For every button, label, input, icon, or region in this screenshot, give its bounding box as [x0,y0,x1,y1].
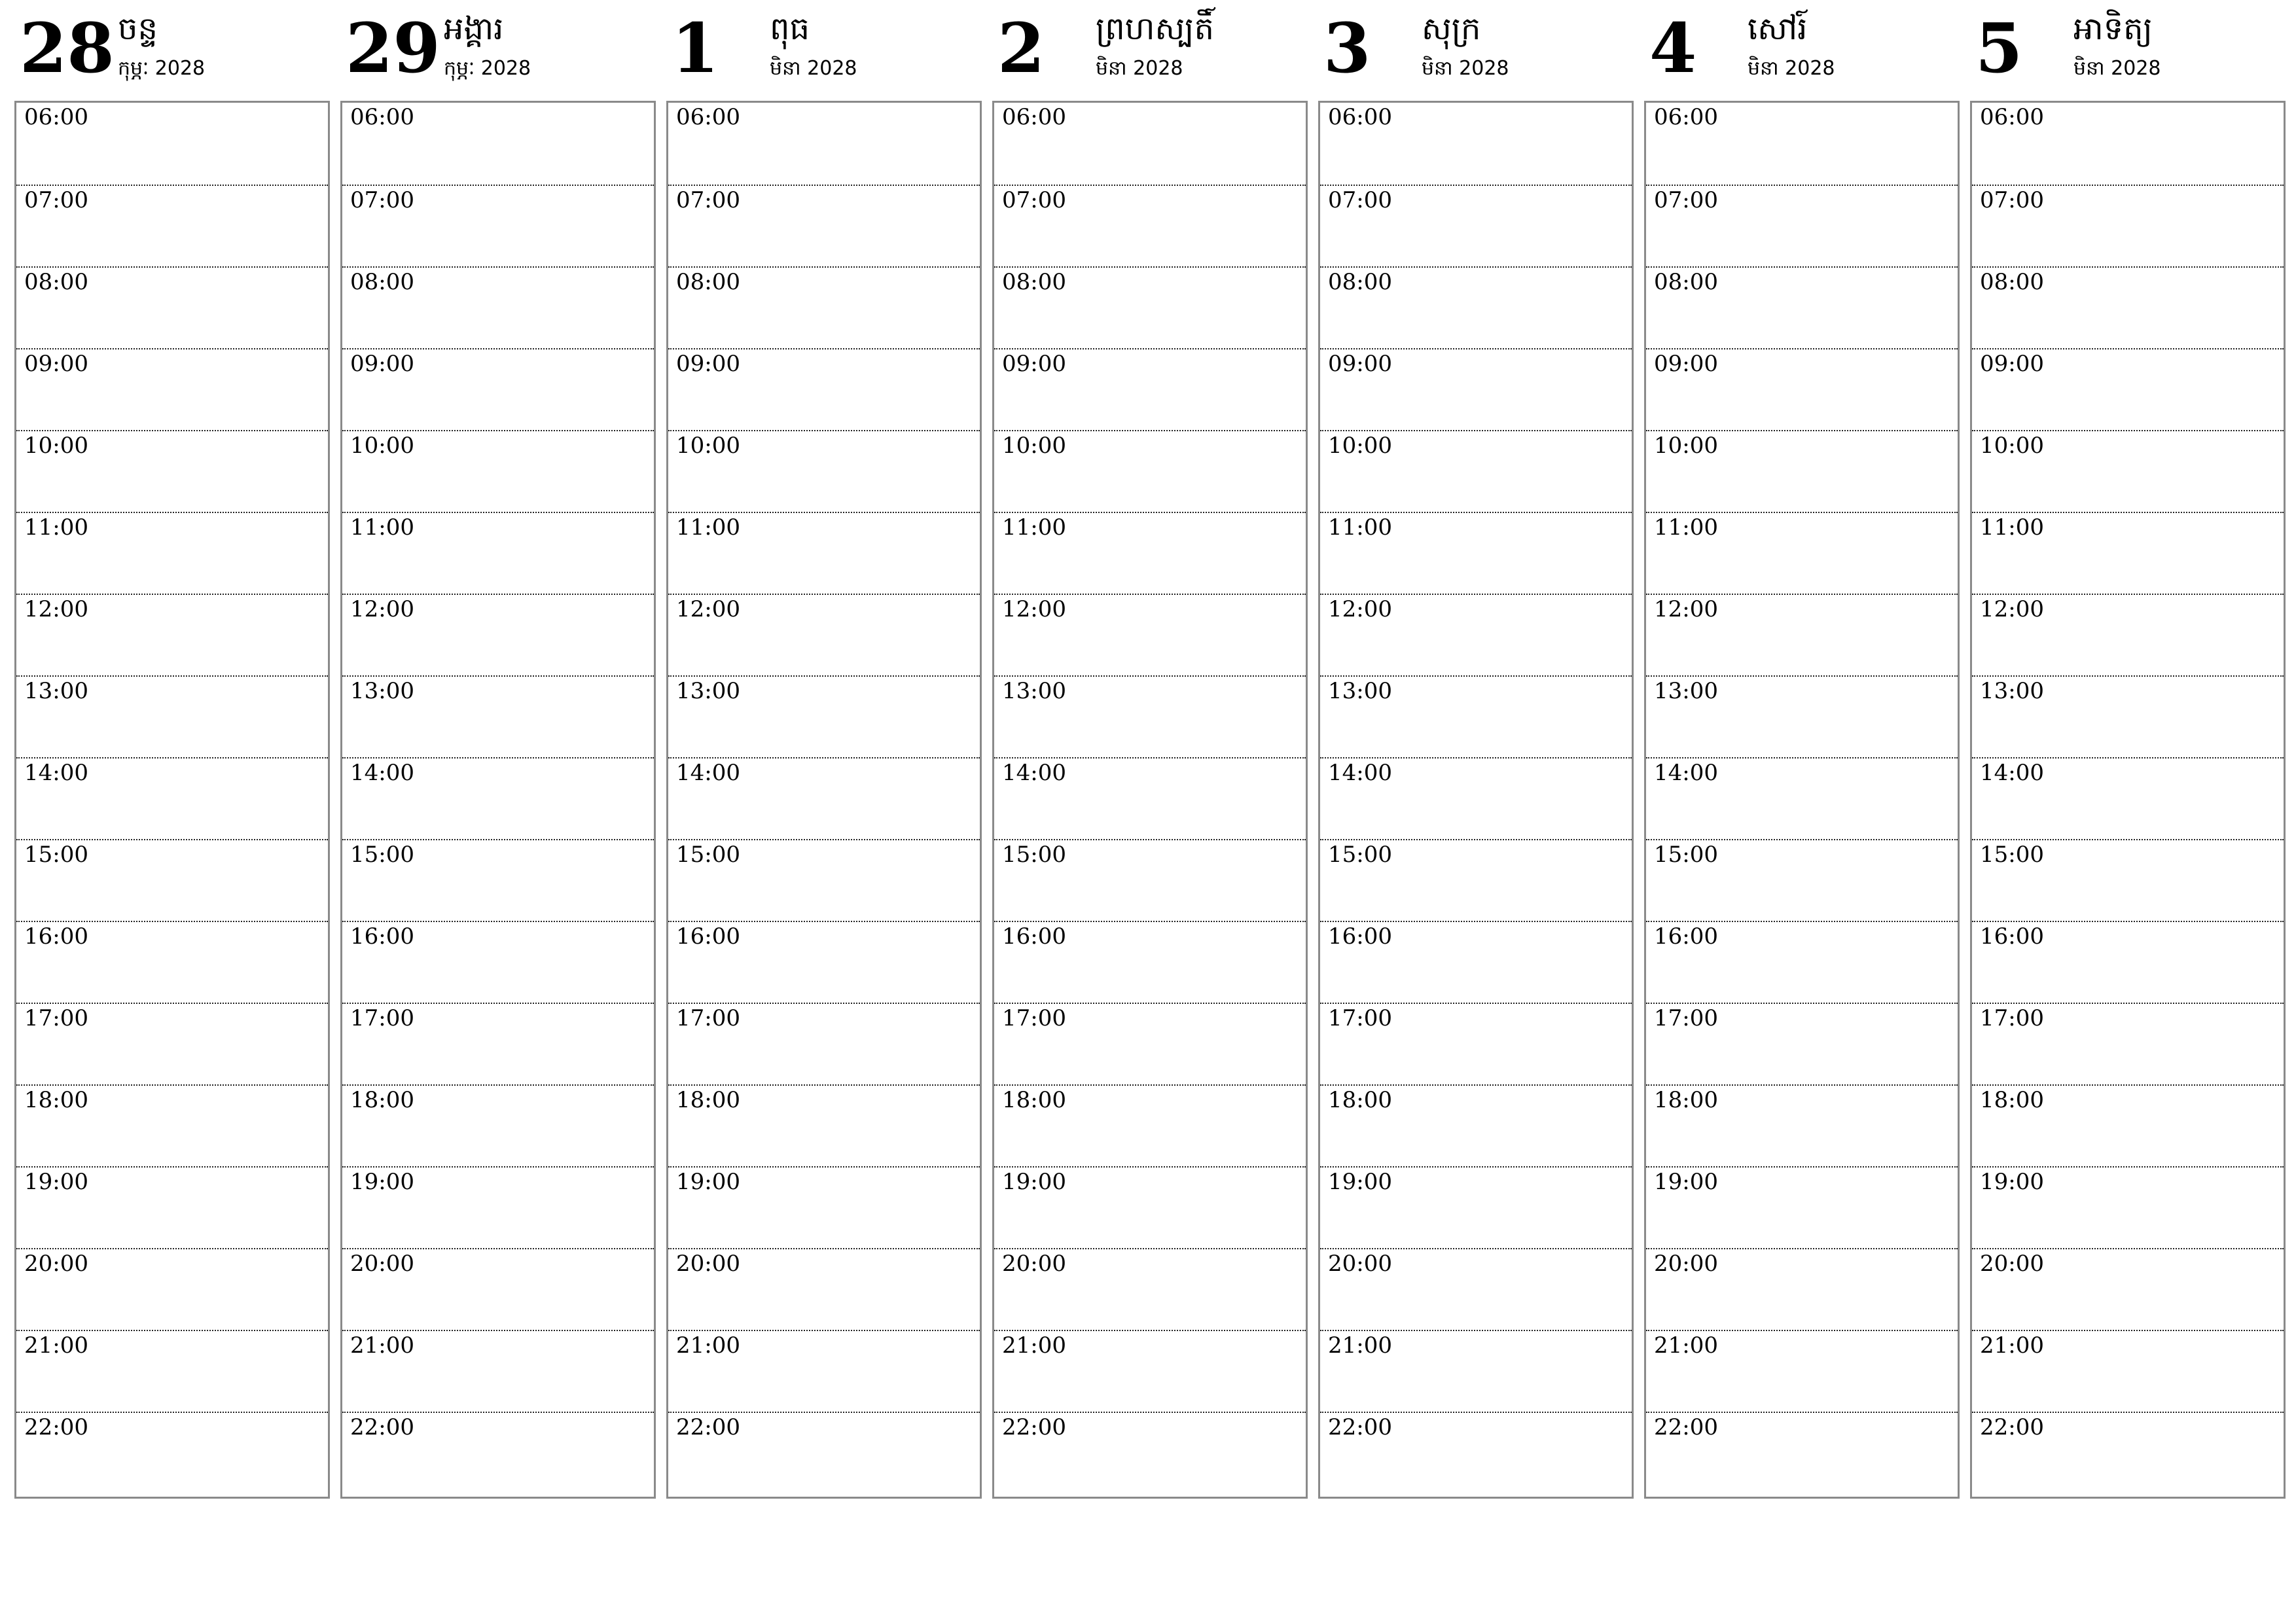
weekday-name: ពុធ [770,10,810,47]
hour-label: 10:00 [1980,433,2044,459]
hour-label: 16:00 [1002,923,1066,950]
hour-label: 06:00 [1328,104,1392,130]
hour-slot[interactable] [16,512,328,595]
hour-label: 22:00 [1980,1414,2044,1440]
hour-slot[interactable] [1320,839,1632,922]
hour-slot[interactable] [16,430,328,513]
month-year: មិនា 2028 [2073,57,2161,80]
hour-slot[interactable] [668,1248,980,1331]
hour-label: 16:00 [676,923,740,950]
hour-label: 11:00 [1980,514,2044,541]
hour-slot[interactable] [342,1330,654,1413]
hour-label: 19:00 [1328,1169,1392,1195]
hour-slot[interactable] [342,1084,654,1168]
hour-label: 13:00 [1328,678,1392,704]
hour-slot[interactable] [994,1330,1306,1413]
hour-label: 18:00 [1002,1087,1066,1113]
hour-slot[interactable] [342,1248,654,1331]
day-column [14,0,329,1505]
hour-label: 07:00 [1002,187,1066,213]
hour-label: 17:00 [24,1005,88,1031]
hour-slot[interactable] [1646,1166,1958,1249]
hour-slot[interactable] [1320,1003,1632,1086]
hour-label: 15:00 [1328,842,1392,868]
hour-slot[interactable] [668,512,980,595]
hour-label: 06:00 [676,104,740,130]
day-column [1970,0,2284,1505]
hour-label: 06:00 [24,104,88,130]
hour-slot[interactable] [1972,839,2284,922]
hour-slot[interactable] [1972,1166,2284,1249]
hour-label: 15:00 [676,842,740,868]
hour-slot[interactable] [1320,757,1632,840]
hour-label: 19:00 [350,1169,414,1195]
hour-slot[interactable] [1972,1330,2284,1413]
hour-label: 13:00 [350,678,414,704]
hour-label: 07:00 [350,187,414,213]
hour-label: 10:00 [1002,433,1066,459]
hour-label: 14:00 [1980,760,2044,786]
hour-label: 22:00 [350,1414,414,1440]
hour-label: 15:00 [24,842,88,868]
hour-slot[interactable] [668,1003,980,1086]
hour-label: 19:00 [676,1169,740,1195]
hour-slot[interactable] [668,185,980,268]
hour-label: 14:00 [1654,760,1718,786]
hour-label: 09:00 [1980,351,2044,377]
hour-slot[interactable] [994,1248,1306,1331]
hour-slot[interactable] [342,430,654,513]
hour-slot[interactable] [668,1330,980,1413]
hour-slot[interactable] [1320,103,1632,185]
day-column [340,0,655,1505]
hour-slot[interactable] [668,1412,980,1495]
hour-slot[interactable] [994,921,1306,1004]
hour-label: 12:00 [1002,596,1066,622]
hour-label: 08:00 [1654,269,1718,295]
hour-slot[interactable] [342,675,654,758]
hour-slot[interactable] [1972,1412,2284,1495]
hour-slot[interactable] [16,839,328,922]
day-column [1318,0,1632,1505]
day-header [1970,0,2284,98]
hour-slot[interactable] [1646,1003,1958,1086]
hour-label: 16:00 [350,923,414,950]
hour-grid [1970,101,2286,1499]
hour-slot[interactable] [1646,430,1958,513]
hour-slot[interactable] [994,430,1306,513]
hour-label: 20:00 [350,1251,414,1277]
hour-slot[interactable] [668,430,980,513]
hour-label: 09:00 [1328,351,1392,377]
hour-label: 12:00 [676,596,740,622]
hour-label: 19:00 [1980,1169,2044,1195]
hour-slot[interactable] [994,839,1306,922]
hour-slot[interactable] [16,348,328,431]
hour-label: 21:00 [350,1332,414,1359]
hour-slot[interactable] [668,103,980,185]
hour-slot[interactable] [1972,921,2284,1004]
hour-slot[interactable] [1972,185,2284,268]
hour-slot[interactable] [342,757,654,840]
hour-slot[interactable] [1646,1084,1958,1168]
weekday-name: អង្គារ [444,10,504,47]
month-year: មិនា 2028 [770,57,857,80]
hour-slot[interactable] [1320,266,1632,349]
hour-slot[interactable] [1646,757,1958,840]
hour-slot[interactable] [1646,103,1958,185]
hour-label: 14:00 [1328,760,1392,786]
hour-slot[interactable] [994,512,1306,595]
hour-label: 16:00 [1328,923,1392,950]
hour-slot[interactable] [1972,348,2284,431]
hour-slot[interactable] [16,757,328,840]
hour-label: 13:00 [1980,678,2044,704]
hour-slot[interactable] [1320,1084,1632,1168]
hour-slot[interactable] [16,594,328,677]
hour-slot[interactable] [342,921,654,1004]
hour-label: 16:00 [1980,923,2044,950]
month-year: មិនា 2028 [1748,57,1835,80]
hour-label: 17:00 [1002,1005,1066,1031]
weekday-name: សុក្រ [1422,10,1481,47]
hour-slot[interactable] [994,675,1306,758]
month-year: មិនា 2028 [1422,57,1509,80]
hour-label: 12:00 [1980,596,2044,622]
hour-slot[interactable] [994,185,1306,268]
hour-label: 08:00 [24,269,88,295]
hour-slot[interactable] [1972,430,2284,513]
hour-label: 08:00 [350,269,414,295]
day-number: 1 [672,8,719,88]
hour-label: 16:00 [24,923,88,950]
hour-label: 11:00 [676,514,740,541]
hour-label: 20:00 [1002,1251,1066,1277]
day-column [992,0,1306,1505]
hour-slot[interactable] [16,1003,328,1086]
hour-slot[interactable] [342,348,654,431]
hour-slot[interactable] [994,1003,1306,1086]
day-number: 3 [1323,8,1371,88]
hour-label: 15:00 [1654,842,1718,868]
hour-label: 12:00 [1328,596,1392,622]
hour-slot[interactable] [16,185,328,268]
hour-slot[interactable] [1646,921,1958,1004]
hour-slot[interactable] [1646,348,1958,431]
hour-slot[interactable] [1972,1003,2284,1086]
hour-slot[interactable] [1320,594,1632,677]
day-number: 5 [1975,8,2023,88]
hour-slot[interactable] [668,839,980,922]
day-header [340,0,655,98]
hour-label: 18:00 [1980,1087,2044,1113]
hour-label: 13:00 [1654,678,1718,704]
hour-label: 20:00 [24,1251,88,1277]
hour-label: 20:00 [676,1251,740,1277]
hour-label: 18:00 [24,1087,88,1113]
hour-label: 19:00 [24,1169,88,1195]
hour-slot[interactable] [1646,185,1958,268]
hour-grid [666,101,982,1499]
hour-label: 06:00 [1980,104,2044,130]
day-header [1644,0,1958,98]
hour-label: 20:00 [1328,1251,1392,1277]
hour-label: 12:00 [1654,596,1718,622]
hour-label: 09:00 [676,351,740,377]
hour-label: 12:00 [24,596,88,622]
hour-label: 14:00 [24,760,88,786]
hour-label: 16:00 [1654,923,1718,950]
day-header [1318,0,1632,98]
hour-label: 11:00 [1654,514,1718,541]
hour-slot[interactable] [668,348,980,431]
hour-slot[interactable] [668,266,980,349]
hour-slot[interactable] [994,757,1306,840]
hour-slot[interactable] [994,103,1306,185]
hour-slot[interactable] [16,1166,328,1249]
hour-slot[interactable] [342,266,654,349]
hour-slot[interactable] [1320,675,1632,758]
hour-slot[interactable] [1320,1166,1632,1249]
hour-label: 22:00 [1002,1414,1066,1440]
hour-slot[interactable] [1646,839,1958,922]
hour-slot[interactable] [16,1412,328,1495]
hour-slot[interactable] [994,266,1306,349]
hour-label: 18:00 [1328,1087,1392,1113]
hour-slot[interactable] [668,675,980,758]
hour-label: 18:00 [1654,1087,1718,1113]
weekday-name: អាទិត្យ [2073,10,2153,47]
hour-label: 17:00 [1654,1005,1718,1031]
hour-label: 15:00 [1980,842,2044,868]
hour-slot[interactable] [1320,1330,1632,1413]
hour-label: 21:00 [1654,1332,1718,1359]
hour-slot[interactable] [16,1248,328,1331]
hour-slot[interactable] [1646,266,1958,349]
hour-label: 07:00 [1328,187,1392,213]
hour-label: 08:00 [676,269,740,295]
weekday-name: ចន្ទ [118,10,158,47]
hour-label: 10:00 [350,433,414,459]
hour-label: 17:00 [1328,1005,1392,1031]
hour-label: 07:00 [1980,187,2044,213]
hour-label: 19:00 [1002,1169,1066,1195]
hour-slot[interactable] [1320,185,1632,268]
hour-label: 17:00 [1980,1005,2044,1031]
hour-label: 13:00 [1002,678,1066,704]
hour-label: 13:00 [676,678,740,704]
hour-label: 17:00 [350,1005,414,1031]
hour-label: 10:00 [1328,433,1392,459]
hour-slot[interactable] [1320,348,1632,431]
hour-slot[interactable] [342,103,654,185]
hour-slot[interactable] [1646,512,1958,595]
hour-label: 22:00 [1654,1414,1718,1440]
hour-grid [1318,101,1634,1499]
hour-slot[interactable] [1972,103,2284,185]
hour-slot[interactable] [994,594,1306,677]
hour-slot[interactable] [16,103,328,185]
hour-label: 21:00 [1328,1332,1392,1359]
hour-slot[interactable] [668,1166,980,1249]
hour-label: 10:00 [24,433,88,459]
hour-slot[interactable] [1646,1412,1958,1495]
month-year: កុម្ភៈ 2028 [118,57,206,80]
hour-label: 20:00 [1980,1251,2044,1277]
day-header [14,0,329,98]
hour-slot[interactable] [1972,266,2284,349]
hour-label: 07:00 [676,187,740,213]
hour-slot[interactable] [1646,594,1958,677]
hour-label: 11:00 [24,514,88,541]
hour-slot[interactable] [1646,675,1958,758]
hour-label: 11:00 [1328,514,1392,541]
hour-label: 14:00 [350,760,414,786]
day-number: 28 [20,8,115,88]
hour-slot[interactable] [1972,512,2284,595]
day-number: 29 [346,8,440,88]
hour-label: 09:00 [1654,351,1718,377]
hour-label: 07:00 [1654,187,1718,213]
hour-grid [340,101,656,1499]
hour-label: 08:00 [1002,269,1066,295]
hour-slot[interactable] [16,1084,328,1168]
hour-slot[interactable] [994,1084,1306,1168]
hour-slot[interactable] [342,1003,654,1086]
hour-slot[interactable] [342,1412,654,1495]
day-header [992,0,1306,98]
hour-label: 22:00 [1328,1414,1392,1440]
day-number: 2 [997,8,1045,88]
hour-slot[interactable] [342,512,654,595]
hour-slot[interactable] [342,1166,654,1249]
hour-label: 08:00 [1980,269,2044,295]
hour-grid [1644,101,1960,1499]
hour-slot[interactable] [342,185,654,268]
hour-slot[interactable] [668,594,980,677]
hour-slot[interactable] [1320,921,1632,1004]
hour-slot[interactable] [1972,675,2284,758]
hour-label: 19:00 [1654,1169,1718,1195]
hour-label: 18:00 [676,1087,740,1113]
hour-slot[interactable] [342,594,654,677]
hour-slot[interactable] [16,921,328,1004]
hour-slot[interactable] [994,1166,1306,1249]
hour-label: 18:00 [350,1087,414,1113]
month-year: កុម្ភៈ 2028 [444,57,531,80]
hour-label: 06:00 [1654,104,1718,130]
day-column [666,0,980,1505]
hour-label: 13:00 [24,678,88,704]
hour-slot[interactable] [1972,1248,2284,1331]
hour-slot[interactable] [994,348,1306,431]
hour-label: 22:00 [676,1414,740,1440]
hour-label: 09:00 [350,351,414,377]
hour-label: 09:00 [24,351,88,377]
hour-label: 06:00 [1002,104,1066,130]
hour-label: 10:00 [1654,433,1718,459]
hour-label: 06:00 [350,104,414,130]
hour-grid [14,101,330,1499]
hour-slot[interactable] [1320,512,1632,595]
hour-slot[interactable] [1972,757,2284,840]
hour-label: 15:00 [350,842,414,868]
hour-label: 22:00 [24,1414,88,1440]
hour-label: 15:00 [1002,842,1066,868]
hour-label: 09:00 [1002,351,1066,377]
hour-label: 17:00 [676,1005,740,1031]
hour-label: 21:00 [24,1332,88,1359]
day-header [666,0,980,98]
hour-slot[interactable] [1646,1330,1958,1413]
hour-slot[interactable] [668,921,980,1004]
day-column [1644,0,1958,1505]
hour-label: 20:00 [1654,1251,1718,1277]
hour-label: 14:00 [1002,760,1066,786]
hour-grid [992,101,1308,1499]
hour-slot[interactable] [668,757,980,840]
hour-label: 07:00 [24,187,88,213]
hour-slot[interactable] [1972,1084,2284,1168]
hour-slot[interactable] [1972,594,2284,677]
hour-label: 11:00 [1002,514,1066,541]
hour-label: 11:00 [350,514,414,541]
hour-label: 21:00 [1980,1332,2044,1359]
hour-slot[interactable] [1320,1412,1632,1495]
hour-label: 21:00 [676,1332,740,1359]
hour-slot[interactable] [16,266,328,349]
day-number: 4 [1649,8,1697,88]
hour-label: 21:00 [1002,1332,1066,1359]
hour-label: 12:00 [350,596,414,622]
hour-slot[interactable] [16,675,328,758]
hour-label: 10:00 [676,433,740,459]
hour-slot[interactable] [16,1330,328,1413]
hour-slot[interactable] [1320,430,1632,513]
hour-slot[interactable] [342,839,654,922]
hour-slot[interactable] [1646,1248,1958,1331]
month-year: មិនា 2028 [1096,57,1183,80]
hour-slot[interactable] [994,1412,1306,1495]
hour-slot[interactable] [668,1084,980,1168]
hour-label: 14:00 [676,760,740,786]
weekday-name: សៅរ៍ [1748,10,1808,47]
hour-label: 08:00 [1328,269,1392,295]
weekday-name: ព្រហស្បតិ៍ [1096,10,1214,47]
hour-slot[interactable] [1320,1248,1632,1331]
